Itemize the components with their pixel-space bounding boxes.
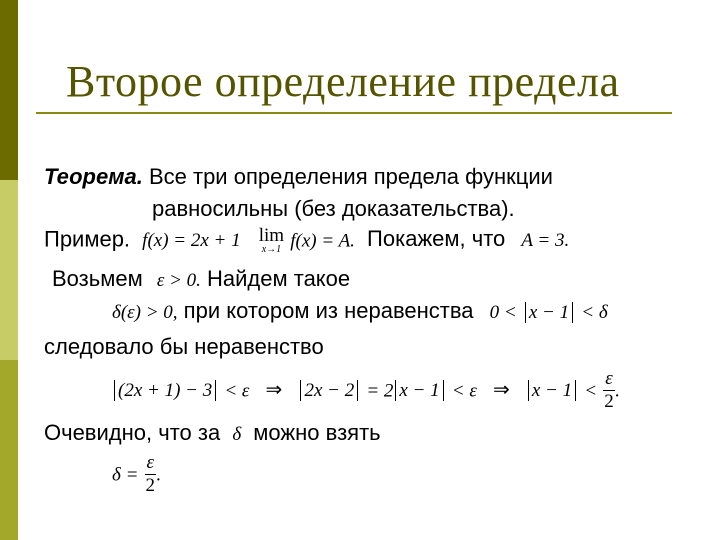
obvious-text-2: можно взять <box>253 420 381 445</box>
chain-end: . <box>614 380 620 402</box>
theorem-line-2 <box>152 198 515 220</box>
chain-b-abs-2: x − 1 <box>395 380 443 401</box>
accent-bar-middle <box>0 180 18 360</box>
delta-expression: δ(ε) > 0, <box>112 302 178 323</box>
follow-text: следовало бы неравенство <box>44 334 324 359</box>
follow-line <box>44 336 324 358</box>
theorem-text-2: равносильны (без доказательства). <box>152 196 515 221</box>
result-numerator: ε <box>146 452 155 473</box>
delta-symbol: δ <box>232 424 242 445</box>
chain-a-abs: (2x + 1) − 3 <box>114 380 216 401</box>
chain-b-abs-1: 2x − 2 <box>300 380 358 401</box>
chain-a-rest: < ε <box>224 380 250 402</box>
result-end: . <box>156 464 161 486</box>
result-denominator: 2 <box>145 475 156 496</box>
limit-subscript: x→1 <box>261 244 282 255</box>
title-divider <box>36 112 672 114</box>
chain-b-rest: < ε <box>451 380 477 402</box>
limit-expression: f(x) = A. <box>290 230 355 252</box>
example-function: f(x) = 2x + 1 <box>142 230 241 252</box>
take-word: Возьмем <box>52 266 143 291</box>
implies-arrow-1: ⇒ <box>265 379 283 402</box>
theorem-label: Теорема. <box>44 164 143 189</box>
find-text: Найдем такое <box>207 266 351 291</box>
chain-b-mid: = 2 <box>366 380 394 402</box>
result-fraction <box>145 452 157 497</box>
fraction-numerator: ε <box>605 368 613 389</box>
fraction-denominator: 2 <box>604 391 614 412</box>
delta-text: при котором из неравенства <box>183 298 474 323</box>
theorem-text-1: Все три определения предела функции <box>148 164 553 189</box>
epsilon-over-two-fraction <box>603 368 615 413</box>
obvious-text-1: Очевидно, что за <box>44 420 221 445</box>
accent-bar-bottom <box>0 360 18 540</box>
limit-operator <box>259 226 284 255</box>
implies-arrow-2: ⇒ <box>492 379 510 402</box>
result-line <box>112 452 161 497</box>
take-line <box>52 268 350 290</box>
slide-title: Второе определение предела <box>66 57 620 106</box>
delta-ineq-abs: x − 1 <box>525 302 573 323</box>
delta-ineq-right: < δ <box>581 302 608 323</box>
epsilon-condition: ε > 0. <box>156 270 201 291</box>
inequality-chain <box>112 368 619 413</box>
example-label: Пример. <box>44 226 131 252</box>
a-value: A = 3. <box>521 230 570 252</box>
delta-ineq-left: 0 < <box>489 302 517 323</box>
chain-c-abs: x − 1 <box>528 380 576 401</box>
accent-bar-top <box>0 0 18 180</box>
chain-c-lt: < <box>584 380 598 402</box>
result-lhs: δ = <box>112 464 139 486</box>
limit-word: lim <box>258 225 285 246</box>
obvious-line <box>44 422 381 444</box>
delta-line <box>112 300 608 322</box>
show-text: Покажем, что <box>367 226 506 252</box>
example-line <box>44 226 569 255</box>
theorem-line-1 <box>44 166 553 188</box>
